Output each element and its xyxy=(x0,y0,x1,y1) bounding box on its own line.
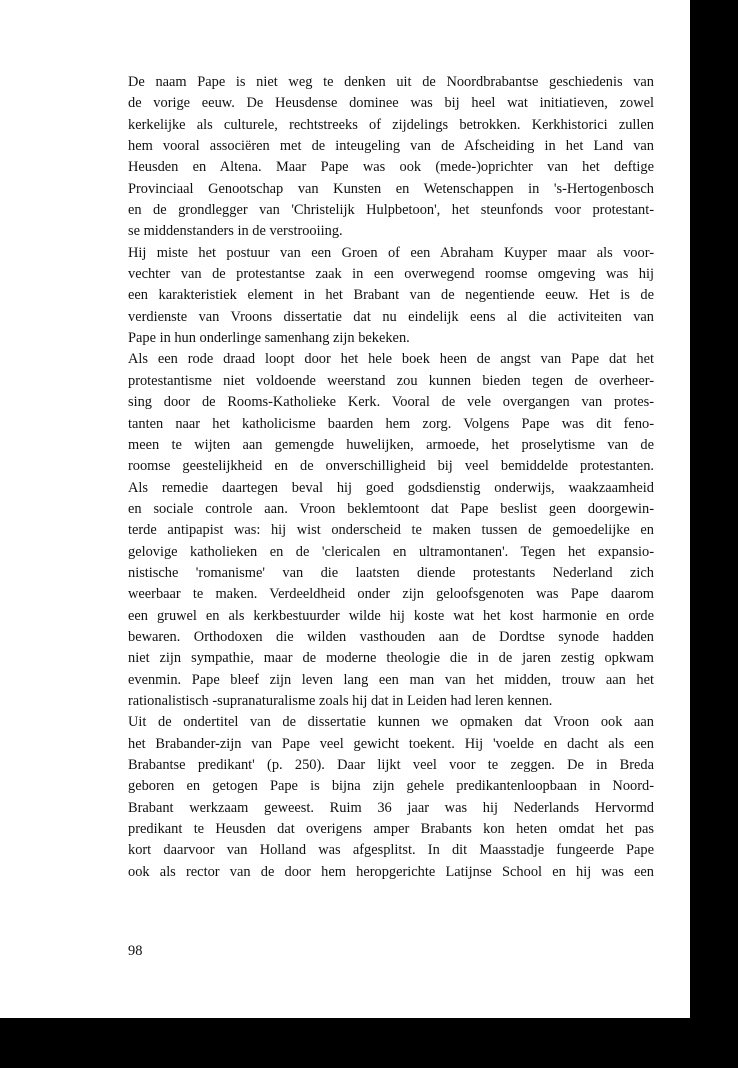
text-line: geboren en getogen Pape is bijna zijn gehele predikantenloopbaan in Noord- xyxy=(128,778,654,795)
text-line: roomse geestelijkheid en de onverschilligheid bij veel bemiddelde protestanten. xyxy=(128,458,654,475)
scan-border-bottom xyxy=(0,1018,738,1068)
text-line: niet zijn sympathie, maar de moderne theologie die in de jaren zestig opkwam xyxy=(128,650,654,667)
text-line: Provinciaal Genootschap van Kunsten en Wetenschappen in 's-Hertogenbosch xyxy=(128,180,654,197)
text-line: een gruwel en als kerkbestuurder wilde hij koste wat het kost harmonie en orde xyxy=(128,607,654,624)
text-line: weerbaar te maken. Verdeeldheid onder zijn geloofsgenoten was Pape daarom xyxy=(128,586,654,603)
text-line: Als remedie daartegen beval hij goed godsdienstig onderwijs, waakzaamheid xyxy=(128,479,654,496)
text-line: meen te wijten aan gemengde huwelijken, armoede, het proselytisme van de xyxy=(128,436,654,453)
text-line: Brabantse predikant' (p. 250). Daar lijkt veel voor te zeggen. De in Breda xyxy=(128,757,654,773)
text-line: Heusden en Altena. Maar Pape was ook (mede-)oprichter van het deftige xyxy=(128,159,654,176)
text-line: kort daarvoor van Holland was afgesplitst. In dit Maasstadje fungeerde Pape xyxy=(128,842,654,859)
text-line: en de grondlegger van 'Christelijk Hulpbetoon', het steunfonds voor protestant- xyxy=(128,202,654,219)
text-line: verdienste van Vroons dissertatie dat nu eindelijk eens al die activiteiten van xyxy=(128,308,654,325)
text-line: rationalistisch -supranaturalisme zoals hij dat in Leiden had leren kennen. xyxy=(128,692,553,709)
text-line: vechter van de protestantse zaak in een overwegend roomse omgeving was hij xyxy=(128,266,654,283)
text-line: Pape in hun onderlinge samenhang zijn bekeken. xyxy=(128,330,410,347)
text-line: kerkelijke als culturele, rechtstreeks of zijdelings betrokken. Kerkhistorici zullen xyxy=(128,116,654,133)
text-line: sing door de Rooms-Katholieke Kerk. Vooral de vele overgangen van protes- xyxy=(128,394,654,411)
text-line: hem vooral associëren met de inteugeling van de Afscheiding in het Land van xyxy=(128,138,654,155)
text-line: Als een rode draad loopt door het hele boek heen de angst van Pape dat het xyxy=(128,351,654,368)
text-line: Brabant werkzaam geweest. Ruim 36 jaar was hij Nederlands Hervormd xyxy=(128,799,654,816)
text-line: terde antipapist was: hij wist onderscheid te maken tussen de gemoedelijke en xyxy=(128,522,654,539)
text-line: nistische 'romanisme' van die laatsten diende protestants Nederland zich xyxy=(128,564,654,581)
text-line: ook als rector van de door hem heropgerichte Latijnse School en hij was een xyxy=(128,863,654,880)
text-line: gelovige katholieken en de 'clericalen en ultramontanen'. Tegen het expansio- xyxy=(128,543,654,560)
text-line: protestantisme niet voldoende weerstand zou kunnen bieden tegen de overheer- xyxy=(128,372,654,389)
text-line: evenmin. Pape bleef zijn leven lang een man van het midden, trouw aan het xyxy=(128,671,654,688)
body-text xyxy=(128,72,654,883)
text-line: se middenstanders in de verstrooiing. xyxy=(128,223,343,240)
text-line: Uit de ondertitel van de dissertatie kunnen we opmaken dat Vroon ook aan xyxy=(128,714,654,731)
text-line: tanten naar het katholicisme baarden hem zorg. Volgens Pape was dit feno- xyxy=(128,415,654,432)
text-line: het Brabander-zijn van Pape veel gewicht toekent. Hij 'voelde en dacht als een xyxy=(128,735,654,752)
text-line: de vorige eeuw. De Heusdense dominee was bij heel wat initiatieven, zowel xyxy=(128,95,654,112)
text-line: predikant te Heusden dat overigens amper Brabants kon heten omdat het pas xyxy=(128,821,654,838)
text-line: en sociale controle aan. Vroon beklemtoont dat Pape beslist geen doorgewin- xyxy=(128,500,654,517)
scan-border-right xyxy=(690,0,738,1068)
text-line: Hij miste het postuur van een Groen of een Abraham Kuyper maar als voor- xyxy=(128,244,654,261)
page-number: 98 xyxy=(128,943,143,959)
text-line: een karakteristiek element in het Brabant van de negentiende eeuw. Het is de xyxy=(128,287,654,304)
text-line: De naam Pape is niet weg te denken uit de Noordbrabantse geschiedenis van xyxy=(128,74,654,90)
text-line: bewaren. Orthodoxen die wilden vasthouden aan de Dordtse synode hadden xyxy=(128,628,654,645)
